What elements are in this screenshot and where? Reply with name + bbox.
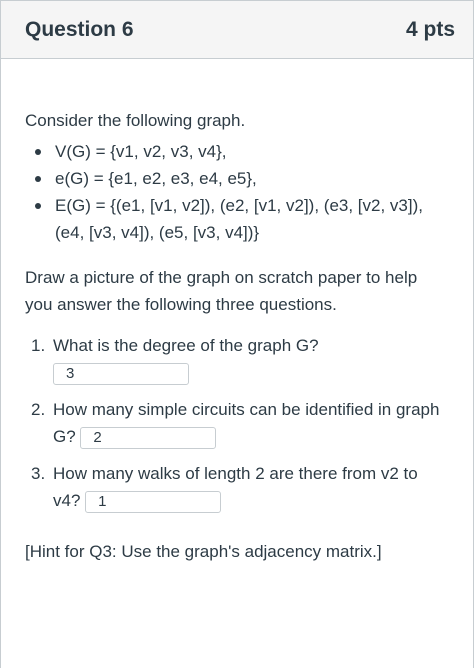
answer-input-3[interactable] bbox=[85, 491, 221, 513]
answer-input-1[interactable] bbox=[53, 363, 189, 385]
intro-text: Consider the following graph. bbox=[25, 111, 246, 130]
question-points: 4 pts bbox=[405, 17, 455, 41]
sub-question-number: 2. bbox=[31, 400, 46, 419]
answer-input-2[interactable] bbox=[80, 427, 216, 449]
sub-question-text: What is the degree of the graph G? bbox=[53, 336, 319, 355]
sub-question-3 bbox=[31, 460, 449, 514]
sub-question-number: 1. bbox=[31, 336, 46, 355]
definition-edges: e(G) = {e1, e2, e3, e4, e5}, bbox=[55, 165, 449, 192]
definition-vertices: V(G) = {v1, v2, v3, v4}, bbox=[55, 138, 449, 165]
graph-definition-list bbox=[25, 138, 449, 246]
instructions-text: Draw a picture of the graph on scratch paper to help you answer the following three questions. bbox=[25, 268, 418, 314]
sub-question-2 bbox=[31, 396, 449, 450]
sub-question-text: How many walks of length 2 are there from v2 to v4? bbox=[53, 464, 418, 510]
question-title: Question 6 bbox=[25, 17, 134, 41]
question-body bbox=[1, 107, 473, 565]
sub-question-number: 3. bbox=[31, 464, 46, 483]
question-header bbox=[1, 1, 473, 59]
sub-question-list bbox=[25, 332, 449, 514]
definition-edge-map: E(G) = {(e1, [v1, v2]), (e2, [v1, v2]), (e3, [v2, v3]), (e4, [v3, v4]), (e5, [v3, v4])} bbox=[55, 192, 449, 246]
hint-text: [Hint for Q3: Use the graph's adjacency matrix.] bbox=[25, 542, 382, 561]
sub-question-1 bbox=[31, 332, 449, 386]
sub-question-text: How many simple circuits can be identified in graph G? bbox=[53, 400, 440, 446]
